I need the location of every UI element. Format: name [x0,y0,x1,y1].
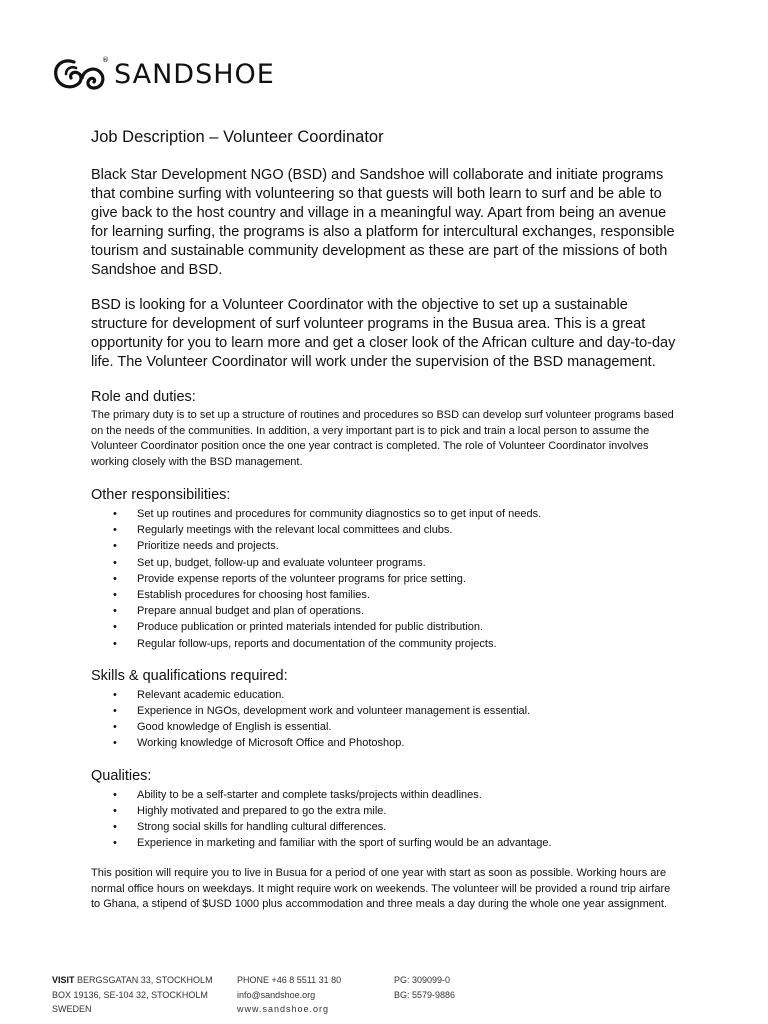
list-item: • Regular follow-ups, reports and documentation of the community projects. [91,636,681,652]
list-item: • Experience in NGOs, development work and volunteer management is essential. [91,703,681,719]
list-item: • Prepare annual budget and plan of operations. [91,603,681,619]
footer-address-line-2: BOX 19136, SE-104 32, STOCKHOLM [52,989,208,1000]
intro-paragraph-2: BSD is looking for a Volunteer Coordinator with the objective to set up a sustainable structure for development of surf volunteer programs in the Busua area. This is a great opportunity for you to learn more and get a closer look of the African culture and day-to-day life. The Volunteer Coordinator will work under the supervision of the BSD management. [91,297,676,370]
footer-email-link[interactable]: info@sandshoe.org [237,989,316,1000]
list-item: • Working knowledge of Microsoft Office and Photoshop. [91,735,681,751]
list-item: • Regularly meetings with the relevant local committees and clubs. [91,522,681,538]
responsibilities-list [91,506,681,652]
responsibilities-heading: Other responsibilities: [91,487,231,503]
list-item: • Relevant academic education. [91,687,681,703]
footer-address-line-1: BERGSGATAN 33, STOCKHOLM [77,975,213,985]
list-item: • Set up routines and procedures for community diagnostics so to get input of needs. [91,506,681,522]
footer-address-line-3: SWEDEN [52,1004,92,1014]
list-item: • Produce publication or printed materials intended for public distribution. [91,619,681,635]
qualities-heading: Qualities: [91,767,152,784]
svg-text:®: ® [102,56,109,64]
footer-pg: PG: 309099-0 [394,975,451,985]
role-text: The primary duty is to set up a structure of routines and procedures so BSD can develop surf volunteer programs based on the needs of the communities. In addition, a very important part is to pick and train a local person to assume the Volunteer Coordinator position once the one year contract is completed. The role of Volunteer Coordinator involves working closely with the BSD management. [91,409,674,468]
intro-paragraph-1: Black Star Development NGO (BSD) and Sandshoe will collaborate and initiate programs that combine surfing with volunteering so that guests will both learn to surf and be able to give back to the host country and village in a meaningful way. Apart from being an avenue for learning surfing, the programs is also a platform for intercultural exchanges, responsible tourism and sustainable community development as these are part of the missions of both Sandshoe and BSD. [91,167,675,278]
list-item: • Prioritize needs and projects. [91,538,681,554]
page-title: Job Description – Volunteer Coordinator [91,128,384,146]
footer-accounts [394,973,455,1002]
list-item: • Highly motivated and prepared to go the extra mile. [91,803,681,819]
list-item: • Strong social skills for handling cultural differences. [91,819,681,835]
footer-bg: BG: 5579-9886 [394,989,456,1000]
document-body [91,128,681,929]
sandshoe-swirl-icon [52,54,108,94]
skills-list [91,687,681,752]
list-item: • Experience in marketing and familiar with the sport of surfing would be an advantage. [91,835,681,851]
list-item: • Provide expense reports of the volunteer programs for price setting. [91,571,681,587]
footer-phone: PHONE +46 8 5511 31 80 [237,975,342,985]
list-item: • Establish procedures for choosing host families. [91,587,681,603]
list-item: • Set up, budget, follow-up and evaluate volunteer programs. [91,555,681,571]
list-item: • Ability to be a self-starter and complete tasks/projects within deadlines. [91,787,681,803]
footer-contact [237,973,341,1017]
qualities-list [91,787,681,852]
footer-visit-label: VISIT [52,975,75,985]
list-item: • Good knowledge of English is essential. [91,719,681,735]
skills-heading: Skills & qualifications required: [91,667,288,684]
sandshoe-logo [52,52,275,96]
role-heading: Role and duties: [91,389,196,405]
logo-wordmark: SANDSHOE [114,58,275,90]
footer-web-link[interactable]: www.sandshoe.org [237,1004,330,1014]
closing-paragraph: This position will require you to live in Busua for a period of one year with start as soon as possible. Working hours are normal office hours on weekdays. It might require work on weekends. The volunteer will be provided a round trip airfare to Ghana, a stipend of $USD 1000 plus accommodation and three meals a day during the whole one year assignment. [91,867,671,911]
footer-address [52,973,213,1017]
